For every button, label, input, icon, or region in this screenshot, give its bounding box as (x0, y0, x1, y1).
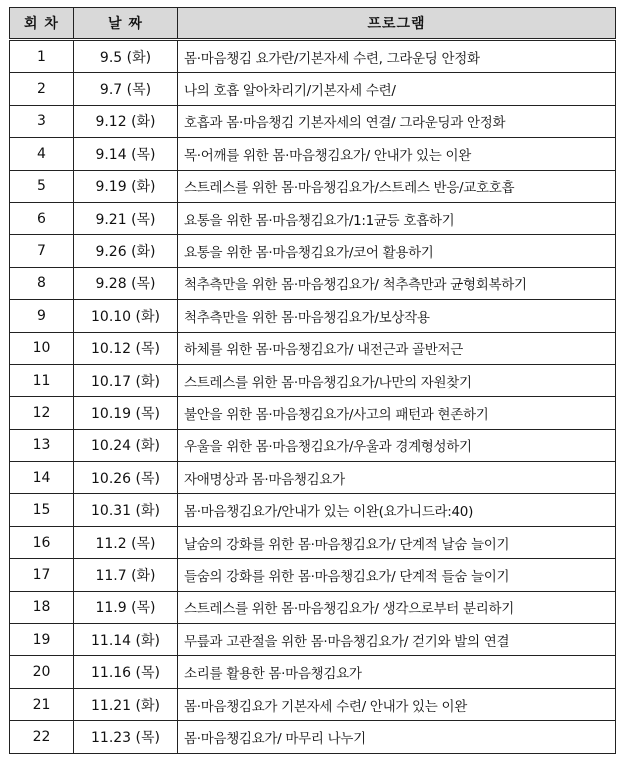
date-cell: 10.26 (목) (74, 462, 178, 494)
table-row (10, 559, 616, 591)
date-cell: 10.31 (화) (74, 494, 178, 526)
session-number-cell: 16 (10, 526, 74, 558)
schedule-table (9, 7, 616, 754)
program-cell: 호흡과 몸·마음챙김 기본자세의 연결/ 그라운딩과 안정화 (178, 105, 616, 137)
session-number-cell: 11 (10, 364, 74, 396)
table-row (10, 267, 616, 299)
program-cell: 몸·마음챙김 요가란/기본자세 수련, 그라운딩 안정화 (178, 40, 616, 73)
session-number-cell: 9 (10, 300, 74, 332)
date-cell: 10.19 (목) (74, 397, 178, 429)
table-row (10, 332, 616, 364)
table-row (10, 138, 616, 170)
date-cell: 10.12 (목) (74, 332, 178, 364)
header-date: 날 짜 (74, 8, 178, 40)
session-number-cell: 4 (10, 138, 74, 170)
date-cell: 11.2 (목) (74, 526, 178, 558)
session-number-cell: 5 (10, 170, 74, 202)
table-row (10, 105, 616, 137)
session-number-cell: 12 (10, 397, 74, 429)
program-cell: 자애명상과 몸·마음챙김요가 (178, 462, 616, 494)
table-row (10, 235, 616, 267)
program-cell: 척추측만을 위한 몸·마음챙김요가/ 척추측만과 균형회복하기 (178, 267, 616, 299)
program-cell: 요통을 위한 몸·마음챙김요가/코어 활용하기 (178, 235, 616, 267)
session-number-cell: 2 (10, 73, 74, 105)
table-row (10, 656, 616, 688)
program-cell: 무릎과 고관절을 위한 몸·마음챙김요가/ 걷기와 발의 연결 (178, 624, 616, 656)
date-cell: 11.14 (화) (74, 624, 178, 656)
date-cell: 9.7 (목) (74, 73, 178, 105)
session-number-cell: 14 (10, 462, 74, 494)
date-cell: 11.16 (목) (74, 656, 178, 688)
date-cell: 11.7 (화) (74, 559, 178, 591)
date-cell: 11.21 (화) (74, 688, 178, 720)
session-number-cell: 13 (10, 429, 74, 461)
program-cell: 스트레스를 위한 몸·마음챙김요가/ 생각으로부터 분리하기 (178, 591, 616, 623)
session-number-cell: 21 (10, 688, 74, 720)
table-row (10, 494, 616, 526)
table-row (10, 300, 616, 332)
header-session: 회 차 (10, 8, 74, 40)
session-number-cell: 20 (10, 656, 74, 688)
program-cell: 스트레스를 위한 몸·마음챙김요가/스트레스 반응/교호호흡 (178, 170, 616, 202)
table-row (10, 40, 616, 73)
table-row (10, 721, 616, 753)
date-cell: 9.26 (화) (74, 235, 178, 267)
date-cell: 9.12 (화) (74, 105, 178, 137)
program-cell: 척추측만을 위한 몸·마음챙김요가/보상작용 (178, 300, 616, 332)
session-number-cell: 15 (10, 494, 74, 526)
table-header-row (10, 8, 616, 40)
session-number-cell: 17 (10, 559, 74, 591)
program-cell: 나의 호흡 알아차리기/기본자세 수련/ (178, 73, 616, 105)
session-number-cell: 7 (10, 235, 74, 267)
table-row (10, 73, 616, 105)
date-cell: 10.24 (화) (74, 429, 178, 461)
program-cell: 날숨의 강화를 위한 몸·마음챙김요가/ 단계적 날숨 늘이기 (178, 526, 616, 558)
program-cell: 스트레스를 위한 몸·마음챙김요가/나만의 자원찾기 (178, 364, 616, 396)
date-cell: 10.10 (화) (74, 300, 178, 332)
program-cell: 몸·마음챙김요가/안내가 있는 이완(요가니드라:40) (178, 494, 616, 526)
table-row (10, 364, 616, 396)
date-cell: 11.23 (목) (74, 721, 178, 753)
session-number-cell: 1 (10, 40, 74, 73)
session-number-cell: 19 (10, 624, 74, 656)
program-cell: 목·어깨를 위한 몸·마음챙김요가/ 안내가 있는 이완 (178, 138, 616, 170)
table-row (10, 202, 616, 234)
date-cell: 9.28 (목) (74, 267, 178, 299)
program-cell: 불안을 위한 몸·마음챙김요가/사고의 패턴과 현존하기 (178, 397, 616, 429)
table-row (10, 397, 616, 429)
table-row (10, 624, 616, 656)
session-number-cell: 3 (10, 105, 74, 137)
table-row (10, 170, 616, 202)
date-cell: 9.5 (화) (74, 40, 178, 73)
program-cell: 요통을 위한 몸·마음챙김요가/1:1균등 호흡하기 (178, 202, 616, 234)
date-cell: 9.14 (목) (74, 138, 178, 170)
program-cell: 들숨의 강화를 위한 몸·마음챙김요가/ 단계적 들숨 늘이기 (178, 559, 616, 591)
table-row (10, 526, 616, 558)
session-number-cell: 8 (10, 267, 74, 299)
program-cell: 소리를 활용한 몸·마음챙김요가 (178, 656, 616, 688)
table-row (10, 462, 616, 494)
session-number-cell: 18 (10, 591, 74, 623)
date-cell: 9.21 (목) (74, 202, 178, 234)
date-cell: 10.17 (화) (74, 364, 178, 396)
date-cell: 11.9 (목) (74, 591, 178, 623)
table-row (10, 429, 616, 461)
program-cell: 하체를 위한 몸·마음챙김요가/ 내전근과 골반저근 (178, 332, 616, 364)
program-cell: 우울을 위한 몸·마음챙김요가/우울과 경계형성하기 (178, 429, 616, 461)
table-row (10, 591, 616, 623)
table-row (10, 688, 616, 720)
program-cell: 몸·마음챙김요가/ 마무리 나누기 (178, 721, 616, 753)
session-number-cell: 22 (10, 721, 74, 753)
table-body (10, 40, 616, 754)
session-number-cell: 10 (10, 332, 74, 364)
date-cell: 9.19 (화) (74, 170, 178, 202)
session-number-cell: 6 (10, 202, 74, 234)
header-program: 프로그램 (178, 8, 616, 40)
program-cell: 몸·마음챙김요가 기본자세 수련/ 안내가 있는 이완 (178, 688, 616, 720)
